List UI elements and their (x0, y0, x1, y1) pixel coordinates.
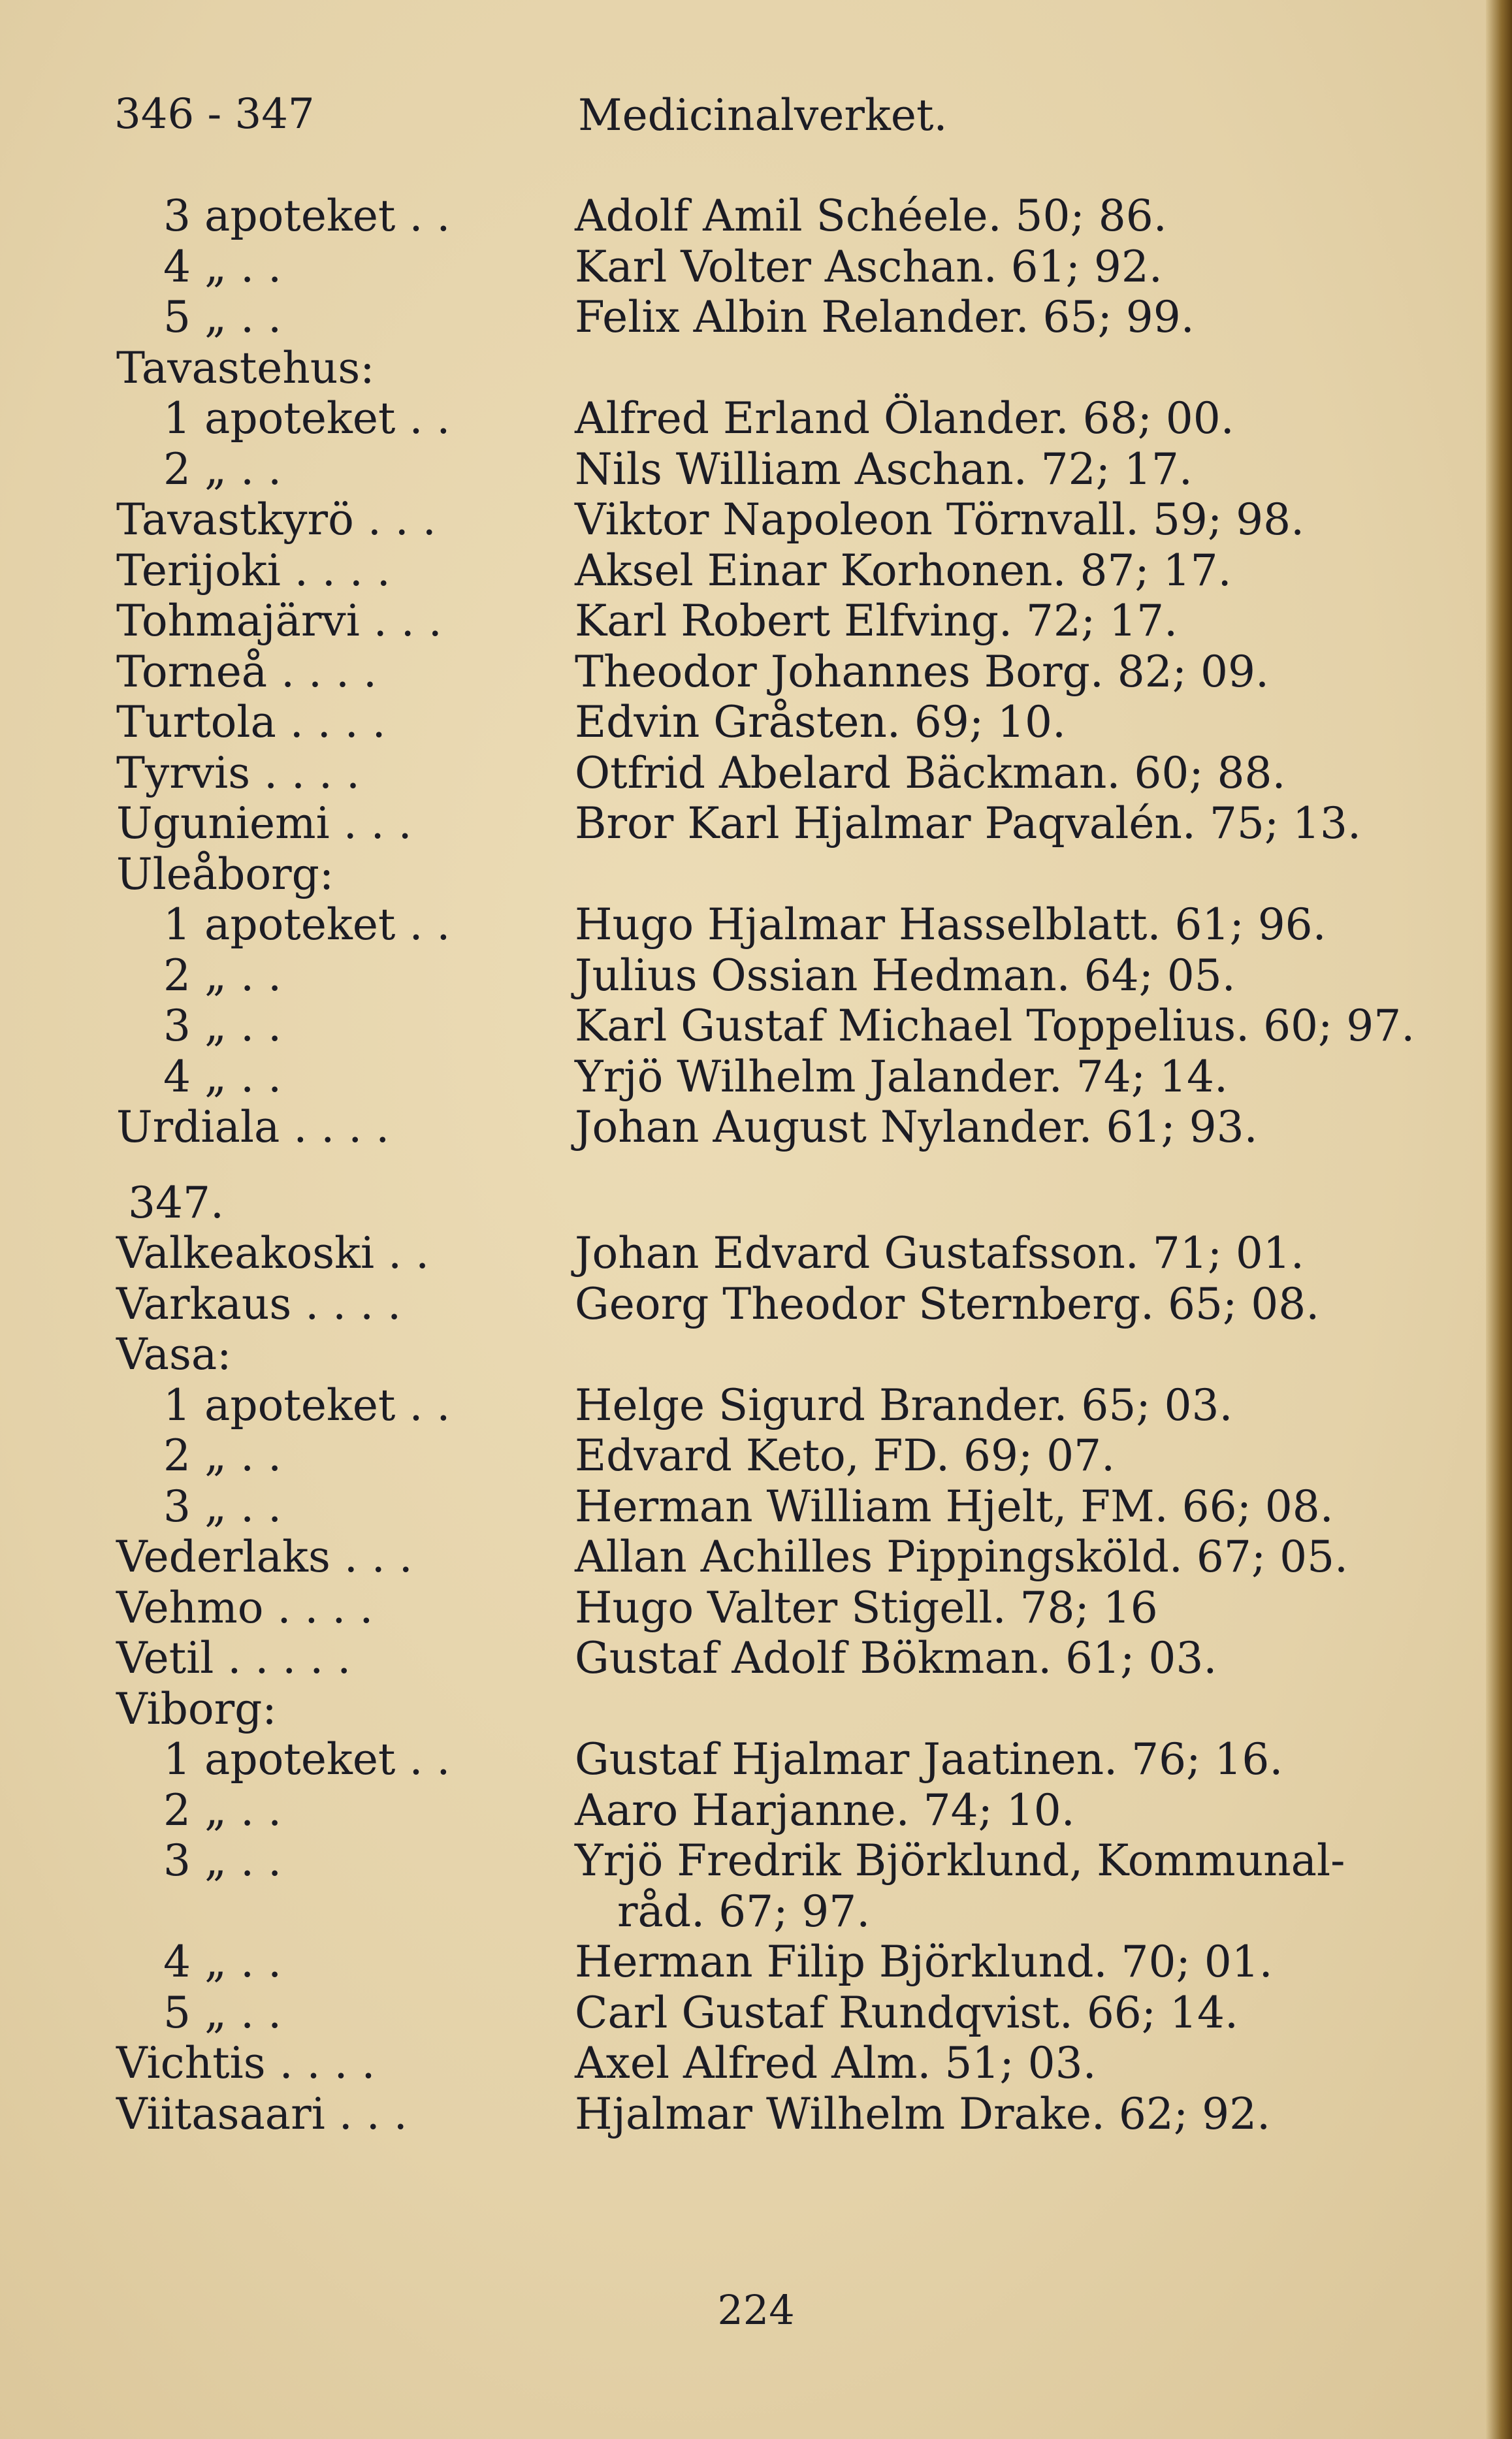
pharmacist-entry: Herman Filip Björklund. 70; 01. (575, 1937, 1273, 1987)
place-name: Uguniemi . . . (116, 798, 412, 848)
list-row (0, 697, 1512, 748)
header-page-numbers: 346 - 347 (114, 90, 315, 138)
pharmacist-entry: Hugo Valter Stigell. 78; 16 (575, 1582, 1158, 1633)
place-name: 1 apoteket . . (163, 1734, 451, 1785)
place-name: 3 „ . . (163, 1001, 282, 1051)
place-name: 347. (128, 1177, 224, 1228)
place-name: 1 apoteket . . (163, 393, 451, 444)
list-row (0, 2089, 1512, 2140)
place-name: Vehmo . . . . (116, 1582, 374, 1633)
list-row (0, 1228, 1512, 1279)
pharmacist-entry: Karl Gustaf Michael Toppelius. 60; 97. (575, 1001, 1415, 1051)
list-row (0, 242, 1512, 293)
pharmacist-entry: Gustaf Hjalmar Jaatinen. 76; 16. (575, 1734, 1283, 1785)
pharmacist-entry: Edvard Keto, FD. 69; 07. (575, 1430, 1116, 1481)
list-row (0, 1633, 1512, 1684)
list-row (0, 596, 1512, 647)
header-title: Medicinalverket. (578, 90, 948, 140)
pharmacist-entry: Hjalmar Wilhelm Drake. 62; 92. (575, 2088, 1271, 2139)
pharmacist-entry: Herman William Hjelt, FM. 66; 08. (575, 1481, 1334, 1532)
list-row (0, 1430, 1512, 1481)
place-name: 4 „ . . (163, 1051, 282, 1102)
place-name: 4 „ . . (163, 241, 282, 292)
pharmacist-entry: Aksel Einar Korhonen. 87; 17. (575, 545, 1232, 596)
list-row (0, 292, 1512, 343)
pharmacist-entry: Allan Achilles Pippingsköld. 67; 05. (575, 1532, 1349, 1582)
pharmacist-entry: Bror Karl Hjalmar Paqvalén. 75; 13. (575, 798, 1362, 848)
running-header (0, 90, 1512, 149)
list-row (0, 1583, 1512, 1634)
list-row (0, 1684, 1512, 1735)
pharmacist-entry: Johan Edvard Gustafsson. 71; 01. (575, 1228, 1304, 1278)
place-name: 1 apoteket . . (163, 899, 451, 950)
place-name: Uleåborg: (116, 848, 334, 899)
list-row (0, 1052, 1512, 1103)
pharmacist-entry: Yrjö Fredrik Björklund, Kommunal- (575, 1835, 1345, 1886)
place-name: Tohmajärvi . . . (116, 596, 442, 646)
place-name: 2 „ . . (163, 1430, 282, 1481)
place-name: Vederlaks . . . (116, 1532, 413, 1582)
list-row (0, 849, 1512, 900)
pharmacist-entry: Karl Volter Aschan. 61; 92. (575, 241, 1163, 292)
list-row (0, 191, 1512, 242)
pharmacist-entry: Adolf Amil Schéele. 50; 86. (575, 191, 1167, 241)
pharmacist-entry: Julius Ossian Hedman. 64; 05. (575, 950, 1236, 1001)
place-name: Viitasaari . . . (116, 2088, 408, 2139)
list-row (0, 1380, 1512, 1431)
pharmacist-entry: Edvin Gråsten. 69; 10. (575, 697, 1067, 747)
place-name: Tavastkyrö . . . (116, 494, 436, 545)
list-row (0, 1481, 1512, 1532)
list-row (0, 1001, 1512, 1052)
list-row (0, 545, 1512, 596)
place-name: Vetil . . . . . (116, 1633, 351, 1683)
list-row (0, 1785, 1512, 1836)
pharmacist-entry: Carl Gustaf Rundqvist. 66; 14. (575, 1987, 1238, 2038)
place-name: 1 apoteket . . (163, 1380, 451, 1430)
pharmacist-entry: Yrjö Wilhelm Jalander. 74; 14. (575, 1051, 1228, 1102)
pharmacist-entry: Helge Sigurd Brander. 65; 03. (575, 1380, 1233, 1430)
list-row (0, 2038, 1512, 2089)
place-name: Tyrvis . . . . (116, 747, 360, 798)
place-name: Vichtis . . . . (116, 2038, 376, 2088)
place-name: Varkaus . . . . (116, 1278, 402, 1329)
pharmacist-entry: Gustaf Adolf Bökman. 61; 03. (575, 1633, 1217, 1683)
list-row (0, 1532, 1512, 1583)
place-name: Tavastehus: (116, 342, 375, 393)
pharmacist-entry: Felix Albin Relander. 65; 99. (575, 292, 1195, 342)
place-name: Vasa: (116, 1329, 232, 1380)
pharmacist-entry: Karl Robert Elfving. 72; 17. (575, 596, 1178, 646)
pharmacist-entry: Aaro Harjanne. 74; 10. (575, 1785, 1075, 1835)
list-row (0, 950, 1512, 1001)
place-name: Turtola . . . . (116, 697, 386, 747)
pharmacy-list (0, 191, 1512, 2139)
place-name: Viborg: (116, 1683, 277, 1734)
list-row (0, 1886, 1512, 1937)
footer-page-number: 224 (717, 2286, 795, 2334)
pharmacist-entry: Otfrid Abelard Bäckman. 60; 88. (575, 747, 1286, 798)
list-row (0, 899, 1512, 950)
list-row (0, 798, 1512, 849)
page-footer (0, 2286, 1512, 2334)
pharmacist-entry: Viktor Napoleon Törnvall. 59; 98. (575, 494, 1305, 545)
list-row (0, 748, 1512, 799)
pharmacist-entry: råd. 67; 97. (617, 1886, 871, 1937)
place-name: Urdiala . . . . (116, 1102, 390, 1152)
place-name: 5 „ . . (163, 1987, 282, 2038)
place-name: 2 „ . . (163, 1785, 282, 1835)
place-name: 3 „ . . (163, 1835, 282, 1886)
list-row (0, 343, 1512, 394)
pharmacist-entry: Alfred Erland Ölander. 68; 00. (575, 393, 1234, 444)
place-name: 2 „ . . (163, 950, 282, 1001)
pharmacist-entry: Johan August Nylander. 61; 93. (575, 1102, 1258, 1152)
place-name: 3 „ . . (163, 1481, 282, 1532)
list-row (0, 1835, 1512, 1886)
list-row (0, 1102, 1512, 1153)
pharmacist-entry: Georg Theodor Sternberg. 65; 08. (575, 1278, 1320, 1329)
list-row (0, 444, 1512, 495)
pharmacist-entry: Axel Alfred Alm. 51; 03. (575, 2038, 1097, 2088)
pharmacist-entry: Theodor Johannes Borg. 82; 09. (575, 646, 1269, 697)
place-name: Valkeakoski . . (116, 1228, 430, 1278)
list-row (0, 1937, 1512, 1988)
place-name: 4 „ . . (163, 1937, 282, 1987)
pharmacist-entry: Nils William Aschan. 72; 17. (575, 444, 1193, 494)
list-row (0, 1178, 1512, 1229)
place-name: 5 „ . . (163, 292, 282, 342)
list-row (0, 1734, 1512, 1785)
list-row (0, 1279, 1512, 1330)
place-name: 3 apoteket . . (163, 191, 451, 241)
list-row (0, 647, 1512, 698)
place-name: 2 „ . . (163, 444, 282, 494)
place-name: Terijoki . . . . (116, 545, 391, 596)
list-row (0, 1988, 1512, 2039)
pharmacist-entry: Hugo Hjalmar Hasselblatt. 61; 96. (575, 899, 1327, 950)
list-row (0, 494, 1512, 545)
list-row (0, 393, 1512, 444)
list-row (0, 1329, 1512, 1380)
place-name: Torneå . . . . (116, 646, 377, 697)
